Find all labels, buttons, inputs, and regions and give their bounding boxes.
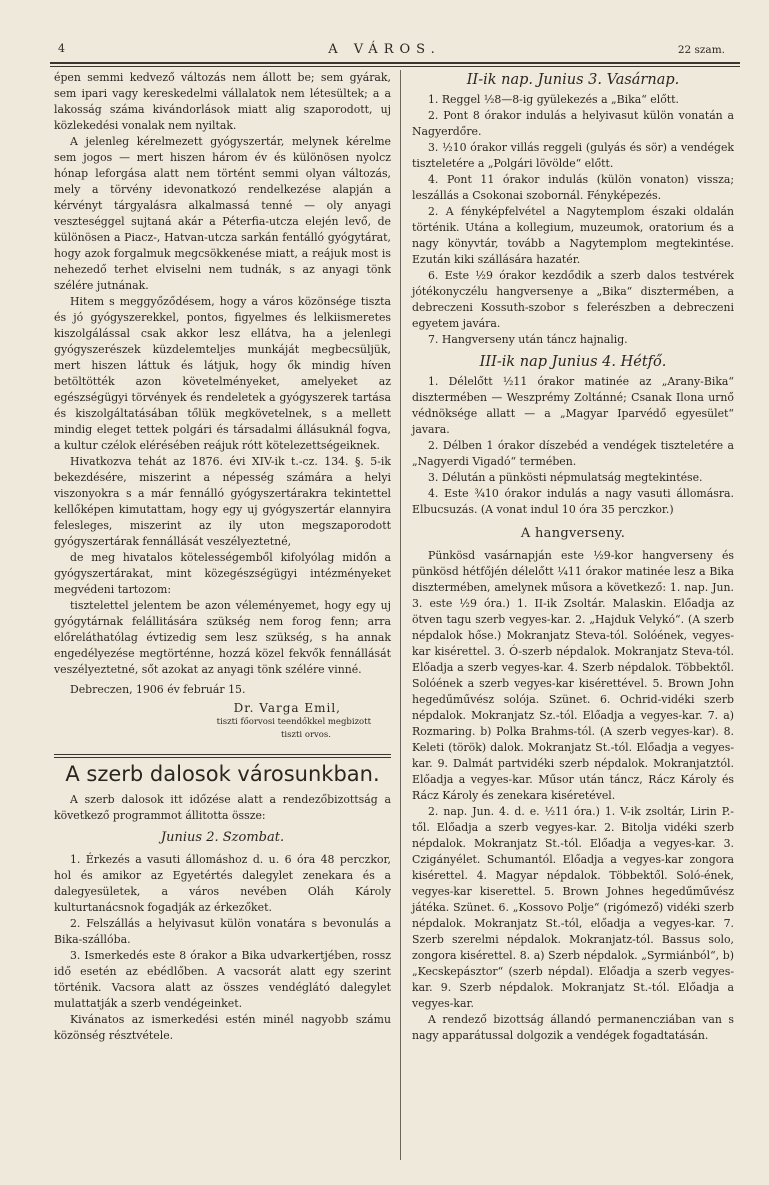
program-item: Kivánatos az ismerkedési estén minél nagyobb számu közönség résztvétele. — [54, 1013, 391, 1042]
column-divider — [400, 70, 401, 1160]
program-item: 2. A fényképfelvétel a Nagytemplom északi oldalán történik. Utána a kollegium, muzeumok, oratorium és a nagy könyvtár, tovább a Nagytemplom megtekintése. Ezután kiki szállására hazatér. — [412, 205, 734, 266]
right-column — [412, 70, 734, 1044]
concert-paragraph: Pünkösd vasárnapján este ½9-kor hangverseny és pünkösd hétfőjén délelőtt ¼11 órakor matinée lesz a Bika disztermében, amelynek műsora a következő: 1. nap. Jun. 3. este ½9 óra.) 1. II-ik Zsoltár. Malaskin. Előadja az ötven tagu szerb vegyes-kar. 2. „Hajduk Velykó“. (A szerb népdalok hőse.) Mokranjatz Steva-tól. Solóének, vegyes-kar kisérettel. 3. Ó-szerb népdalok. Mokranjatz Steva-tól. Előadja a szerb vegyes-kar. 4. Szerb népdalok. Többektől. Solóének a szerb vegyes-kar kisérettével. 5. Brown John hegedűművész solója. Szünet. 6. Ochrid-vidéki szerb népdalok. Mokranjatz Sz.-tól. Előadja a vegyes-kar. 7. a) Rozmaring. b) Polka Brahms-tól. (A szerb vegyes-kar). 8. Keleti (török) dalok. Mokranjatz St.-tól. Előadja a vegyes-kar. 9. Dalmát partvidéki szerb népdalok. Mokranjatztól. Előadja a vegyes-kar. Műsor után táncz, Rácz Károly és Rácz Károly és zenekara kiséretével. — [412, 549, 734, 802]
section-rule-thin — [54, 757, 391, 758]
section-title: A szerb dalosok városunkban. — [65, 762, 380, 786]
section-intro: A szerb dalosok itt időzése alatt a rendezőbizottság a következő programmot állitotta össze: — [54, 793, 391, 822]
article-paragraph: épen semmi kedvező változás nem állott be; sem gyárak, sem ipari vagy kereskedelmi vállalatok nem létesültek; a a lakosság száma kivándorlások miatt alig szaporodott, uj közlekedési vonalak nem nyiltak. — [54, 71, 391, 132]
issue-number: 22 szam. — [677, 44, 725, 56]
signature-name: Dr. Varga Emil, — [233, 701, 341, 715]
masthead-title: A VÁROS. — [328, 42, 441, 57]
signature-title-2: tiszti orvos. — [281, 730, 331, 740]
article-paragraph: de meg hivatalos kötelességemből kifolyólag midőn a gyógyszertárakat, mint közegészségügyi intézményeket megvédeni tartozom: — [54, 551, 391, 596]
program-item: 6. Este ½9 órakor kezdődik a szerb dalos testvérek jótékonyczélu hangversenye a „Bika“ disztermében, a debreczeni Kossuth-szobor s felerészben a debreczeni egyetem javára. — [412, 269, 734, 330]
concert-heading: A hangverseny. — [520, 526, 626, 541]
program-item: 1. Délelőtt ½11 órakor matinée az „Arany-Bika“ disztermében — Weszprémy Zoltánné; Csanak Ilona urnő védnöksége allatt — a „Magyar Iparvédő egyesület“ javara. — [412, 375, 734, 436]
day3-heading: III-ik nap Junius 4. Hétfő. — [479, 354, 667, 370]
page-header — [0, 38, 769, 60]
program-item: 2. Felszállás a helyivasut külön vonatára s bevonulás a Bika-szállóba. — [54, 917, 391, 946]
program-item: 3. Ismerkedés este 8 órakor a Bika udvarkertjében, rossz idő esetén az ebédlőben. A vacsorát alatt egy szerint történik. Vacsora alatt az összes vendéglátó dalegylet mulattatják a szerb vendégeinket. — [54, 949, 391, 1010]
article-paragraph: tisztelettel jelentem be azon véleményemet, hogy egy uj gyógytárnak felállitására szükség nem forog fenn; arra előreláthatólag évtizedig sem lesz szükség, s ha annak engedélyezése megtörténne, hozzá közel fekvők fennállását veszélyeztetné, sőt azokat az anyagi tönk szélére vinné. — [54, 599, 391, 676]
article-paragraph: A jelenleg kérelmezett gyógyszertár, melynek kérelme sem jogos — mert hiszen három év és különösen nyolcz hónap leforgása alatt nem történt semmi olyan változás, mely a törvény idevonatkozó rendelkezése alapján a kérvényt tárgyalásra alkalmassá tenné — oly anyagi veszteséggel sujtaná akár a Péterfia-utcza elején levő, de különösen a Piacz-, Hatvan-utcza sarkán fentálló gyógytárat, hogy azok forgalmuk megcsökkenése miatt, a reájuk most is nehezedő terhet elviselni nem tudnák, s az anyagi tönk szélére jutnának. — [54, 135, 391, 292]
program-item: 3. Délután a pünkösti népmulatság megtekintése. — [428, 471, 703, 484]
article-paragraph: Hivatkozva tehát az 1876. évi XIV-ik t.-cz. 134. §. 5-ik bekezdésére, miszerint a népesség számára a helyi viszonyokra s a már fennálló gyógyszertárakra tekintettel kellőképen kimutattam, hogy egy uj gyógyszertár elannyira felesleges, miszerint az ily uton megszaporodott gyógyszertárak fennállását veszélyeztetné, — [54, 455, 391, 548]
program-item: 4. Este ¾10 órakor indulás a nagy vasuti állomásra. Elbucsuzás. (A vonat indul 10 óra 35 perczkor.) — [412, 487, 734, 516]
day1-heading: Junius 2. Szombat. — [160, 830, 285, 845]
program-item: 1. Érkezés a vasuti állomáshoz d. u. 6 óra 48 perczkor, hol és amikor az Egyetértés dalegylet zenekara és a dalegyesületek, a város nevében Oláh Károly kulturtanácsnok fogadják az érkezőket. — [54, 853, 391, 914]
program-item: 3. ½10 órakor villás reggeli (gulyás és sör) a vendégek tiszteletére a „Polgári lövölde“ előtt. — [412, 141, 734, 170]
article-paragraph: Hitem s meggyőződésem, hogy a város közönsége tiszta és jó gyógyszerekkel, pontos, figyelmes és lelkiismeretes kiszolgálással csak akkor lesz ellátva, ha a jelenlegi gyógyszerészek küzdelemteljes munkáját megbecsüljük, mert hiszen láttuk és látjuk, hogy ők mindig híven betöltötték azon követelményeket, amelyeket az egészségügyi törvények és rendeletek a gyógyszerek tartása és kiszolgáltatásában tőlük megkövetelnek, s a mellett mindig eleget tettek polgári és társadalmi állásuknál fogva, a kultur czélok elérésében reájuk rótt kötelezettségeiknek. — [54, 295, 391, 452]
header-rule-thin — [50, 66, 740, 67]
program-item: 1. Reggel ½8—8-ig gyülekezés a „Bika“ előtt. — [428, 93, 679, 106]
day2-heading: II-ik nap. Junius 3. Vasárnap. — [466, 72, 680, 88]
program-item: 7. Hangverseny után táncz hajnalig. — [428, 333, 628, 346]
program-item: 2. Pont 8 órakor indulás a helyivasut külön vonatán a Nagyerdőre. — [412, 109, 734, 138]
section-rule — [54, 754, 391, 755]
page-number: 4 — [58, 42, 65, 55]
header-rule — [50, 62, 740, 64]
concert-paragraph: 2. nap. Jun. 4. d. e. ½11 óra.) 1. V-ik zsoltár, Lirin P.-től. Előadja a szerb vegyes-kar. 2. Bitolja vidéki szerb népdalok. Mokranjatz St.-tól. Előadja a vegyes-kar. 3. Czigányélet. Schumantól. Előadja a vegyes-kar zongora kisérettel. 4. Magyar népdalok. Többektől. Soló-ének, vegyes-kar kiserettel. 5. Brown Johnes hegedűművész játéka. Szünet. 6. „Kossovo Polje“ (rigómező) vidéki szerb népdalok. Mokranjatz St.-tól, előadja a vegyes-kar. 7. Szerb szerelmi népdalok. Mokranjatz-tól. Bassus solo, zongora kisérettel. 8. a) Szerb népdalok. „Syrmiánból“, b) „Kecskepásztor“ (szerb népdal). Előadja a szerb vegyes-kar. 9. Szerb népdalok. Mokranjatz St.-tól. Előadja a vegyes-kar. — [412, 805, 734, 1010]
program-item: 4. Pont 11 órakor indulás (külön vonaton) vissza; leszállás a Csokonai szobornál. Fényképezés. — [412, 173, 734, 202]
left-column — [54, 70, 391, 1044]
concert-paragraph: A rendező bizottság állandó permanencziában van s nagy apparátussal dolgozik a vendégek fogadtatásán. — [412, 1013, 734, 1042]
dateline: Debreczen, 1906 év február 15. — [70, 683, 246, 696]
signature-title: tiszti főorvosi teendőkkel megbizott — [216, 717, 371, 727]
program-item: 2. Délben 1 órakor díszebéd a vendégek tiszteletére a „Nagyerdi Vigadó“ termében. — [412, 439, 734, 468]
